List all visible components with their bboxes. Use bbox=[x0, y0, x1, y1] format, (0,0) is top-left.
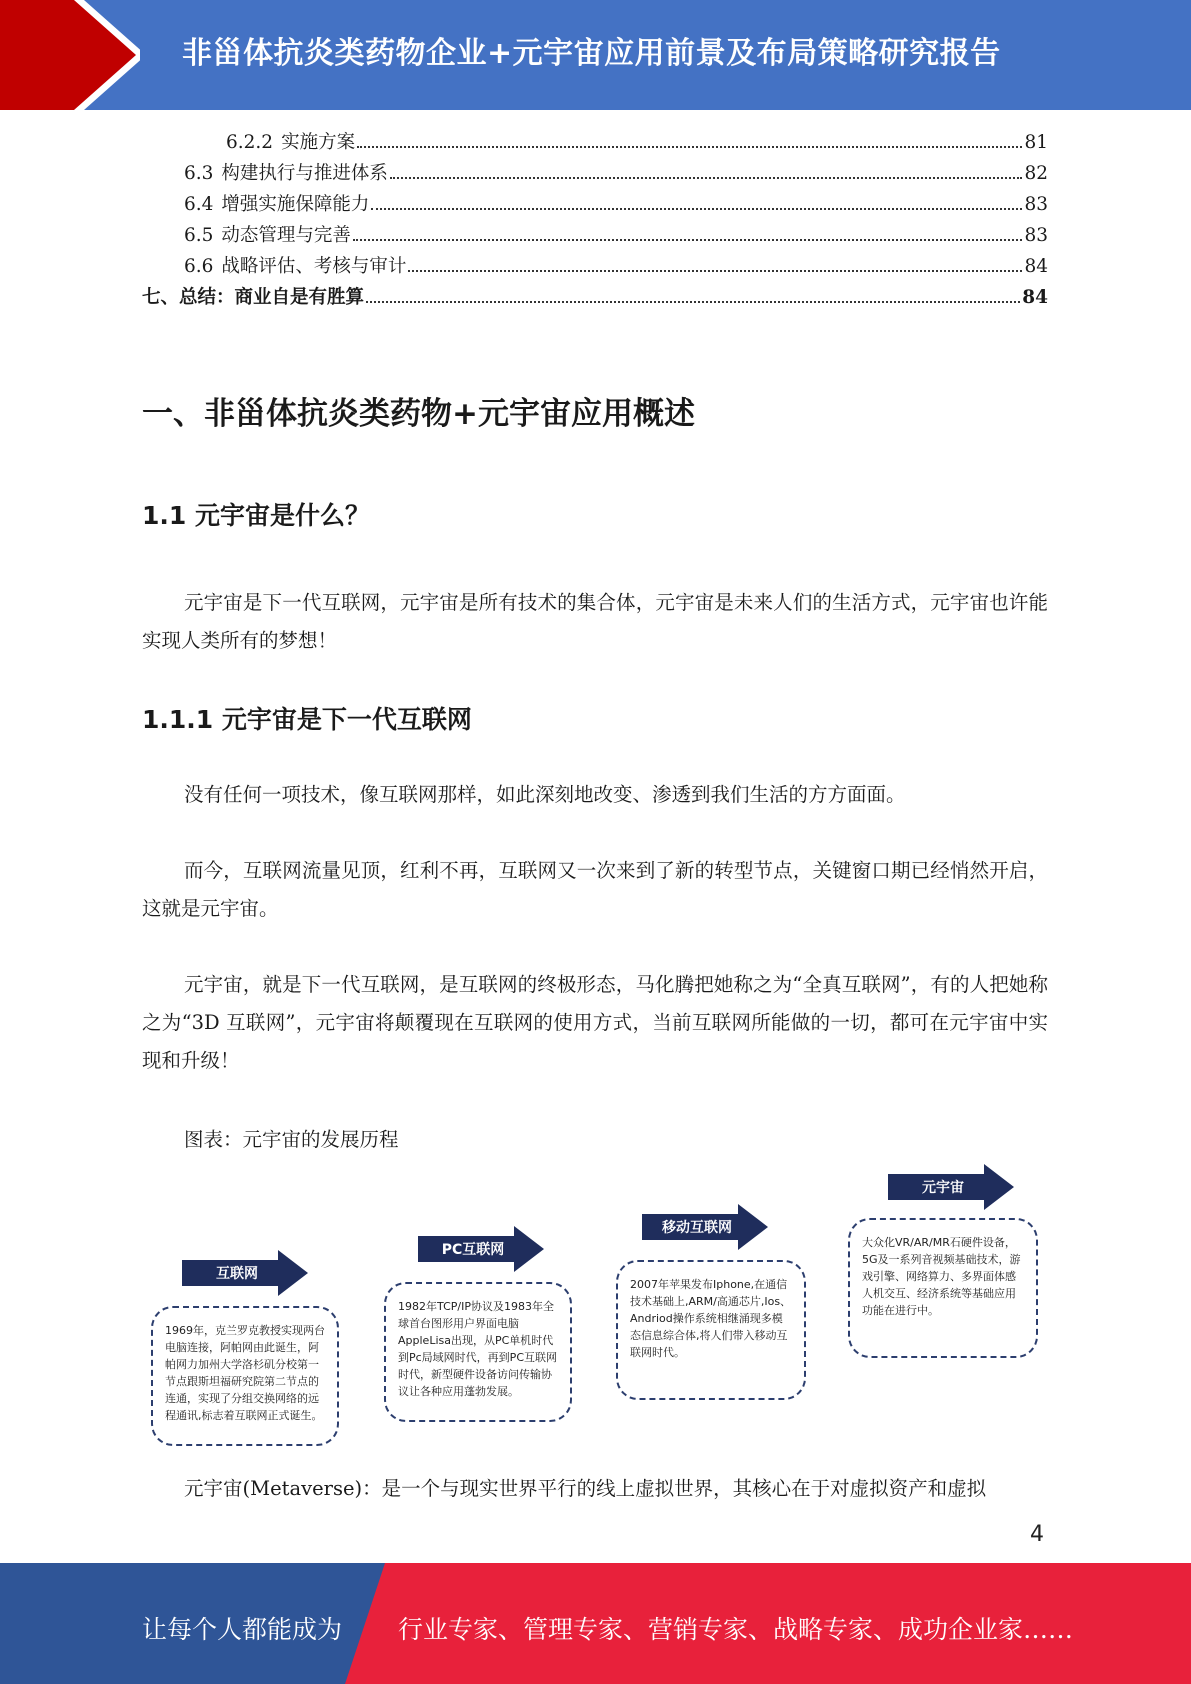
toc-dot-leader bbox=[357, 146, 1022, 148]
toc-entry-title: 战略评估、考核与审计 bbox=[221, 256, 407, 277]
paragraph-1: 元宇宙是下一代互联网，元宇宙是所有技术的集合体，元宇宙是未来人们的生活方式，元宇宙也许能实现人类所有的梦想！ bbox=[142, 591, 1048, 652]
header-red-chevron bbox=[0, 0, 140, 110]
toc-entry-page: 84 bbox=[1022, 287, 1048, 308]
toc-entry-page: 83 bbox=[1024, 225, 1048, 246]
toc-entry-number: 6.4 bbox=[184, 194, 214, 215]
toc-entry-number: 6.6 bbox=[184, 256, 214, 277]
timeline-label: 移动互联网 bbox=[662, 1220, 732, 1236]
timeline-arrow-metaverse bbox=[888, 1164, 1014, 1210]
section-heading-1-1: 1.1 元宇宙是什么？ bbox=[142, 501, 370, 530]
section-heading-1: 一、非甾体抗炎类药物+元宇宙应用概述 bbox=[142, 396, 695, 432]
toc-entry-number: 6.5 bbox=[184, 225, 214, 246]
toc-entry[interactable] bbox=[142, 159, 1048, 190]
timeline-label: PC互联网 bbox=[441, 1242, 505, 1258]
timeline-arrow-mobile-internet bbox=[642, 1204, 768, 1250]
toc-entry-number: 6.3 bbox=[184, 163, 214, 184]
timeline-arrow-pc-internet bbox=[418, 1226, 544, 1272]
toc-dot-leader bbox=[390, 177, 1023, 179]
paragraph-4: 元宇宙，就是下一代互联网，是互联网的终极形态，马化腾把她称之为“全真互联网”，有的人把她称之为“3D 互联网”，元宇宙将颠覆现在互联网的使用方式，当前互联网所能做的一切，都可在元宇宙中实现和升级！ bbox=[142, 973, 1048, 1072]
toc-entry-number: 6.2.2 bbox=[226, 132, 274, 153]
paragraph-3: 而今，互联网流量见顶，红利不再，互联网又一次来到了新的转型节点，关键窗口期已经悄然开启，这就是元宇宙。 bbox=[142, 859, 1048, 920]
toc-dot-leader bbox=[366, 301, 1020, 303]
figure-caption: 图表：元宇宙的发展历程 bbox=[184, 1128, 399, 1151]
paragraph-5: 元宇宙(Metaverse)：是一个与现实世界平行的线上虚拟世界，其核心在于对虚拟资产和虚拟 bbox=[184, 1477, 987, 1500]
timeline-box-mobile-internet: 2007年苹果发布Iphone,在通信技术基础上,ARM/高通芯片,Ios、Andriod操作系统相继涌现多模态信息综合体,将人们带入移动互联网时代。 bbox=[616, 1260, 806, 1400]
toc-entry-page: 82 bbox=[1024, 163, 1048, 184]
toc-entry-page: 81 bbox=[1024, 132, 1048, 153]
timeline-box-pc-internet: 1982年TCP/IP协议及1983年全球首台图形用户界面电脑AppleLisa出现，从PC单机时代到Pc局域网时代，再到PC互联网时代，新型硬件设备访问传输协议让各种应用蓬勃发展。 bbox=[384, 1282, 572, 1422]
footer-slogan-right: 行业专家、管理专家、营销专家、战略专家、成功企业家…… bbox=[398, 1615, 1074, 1644]
toc-entry-title: 七、总结：商业自是有胜算 bbox=[142, 287, 365, 308]
toc-entry-title: 增强实施保障能力 bbox=[221, 194, 370, 215]
page-header bbox=[0, 0, 1191, 110]
timeline-arrow-internet bbox=[182, 1250, 308, 1296]
timeline-box-metaverse: 大众化VR/AR/MR石硬件设备，5G及一系列音视频基础技术，游戏引擎、网络算力、多界面体感人机交互、经济系统等基础应用功能在进行中。 bbox=[848, 1218, 1038, 1358]
toc-entry-page: 84 bbox=[1024, 256, 1048, 277]
toc-dot-leader bbox=[371, 208, 1022, 210]
toc-entry[interactable] bbox=[142, 283, 1048, 314]
page-number: 4 bbox=[1030, 1522, 1044, 1547]
metaverse-timeline-figure bbox=[142, 1160, 1048, 1450]
toc-dot-leader bbox=[353, 239, 1023, 241]
timeline-box-internet: 1969年，克兰罗克教授实现两台电脑连接，阿帕网由此诞生，阿帕网力加州大学洛杉矶分校第一节点跟斯坦福研究院第二节点的连通，实现了分组交换网络的远程通讯,标志着互联网正式诞生。 bbox=[151, 1306, 339, 1446]
report-title: 非甾体抗炎类药物企业+元宇宙应用前景及布局策略研究报告 bbox=[182, 36, 1001, 71]
footer-slogan-left: 让每个人都能成为 bbox=[142, 1615, 343, 1644]
toc-entry[interactable] bbox=[142, 190, 1048, 221]
table-of-contents bbox=[142, 128, 1048, 314]
toc-entry-page: 83 bbox=[1024, 194, 1048, 215]
toc-entry-title: 实施方案 bbox=[281, 132, 356, 153]
section-heading-1-1-1: 1.1.1 元宇宙是下一代互联网 bbox=[142, 705, 472, 734]
toc-entry-title: 构建执行与推进体系 bbox=[221, 163, 388, 184]
toc-dot-leader bbox=[408, 270, 1022, 272]
toc-entry-title: 动态管理与完善 bbox=[221, 225, 351, 246]
timeline-label: 元宇宙 bbox=[922, 1180, 964, 1196]
toc-entry[interactable] bbox=[142, 221, 1048, 252]
toc-entry[interactable] bbox=[142, 128, 1048, 159]
toc-entry[interactable] bbox=[142, 252, 1048, 283]
paragraph-2: 没有任何一项技术，像互联网那样，如此深刻地改变、渗透到我们生活的方方面面。 bbox=[184, 783, 906, 806]
timeline-label: 互联网 bbox=[216, 1266, 258, 1282]
